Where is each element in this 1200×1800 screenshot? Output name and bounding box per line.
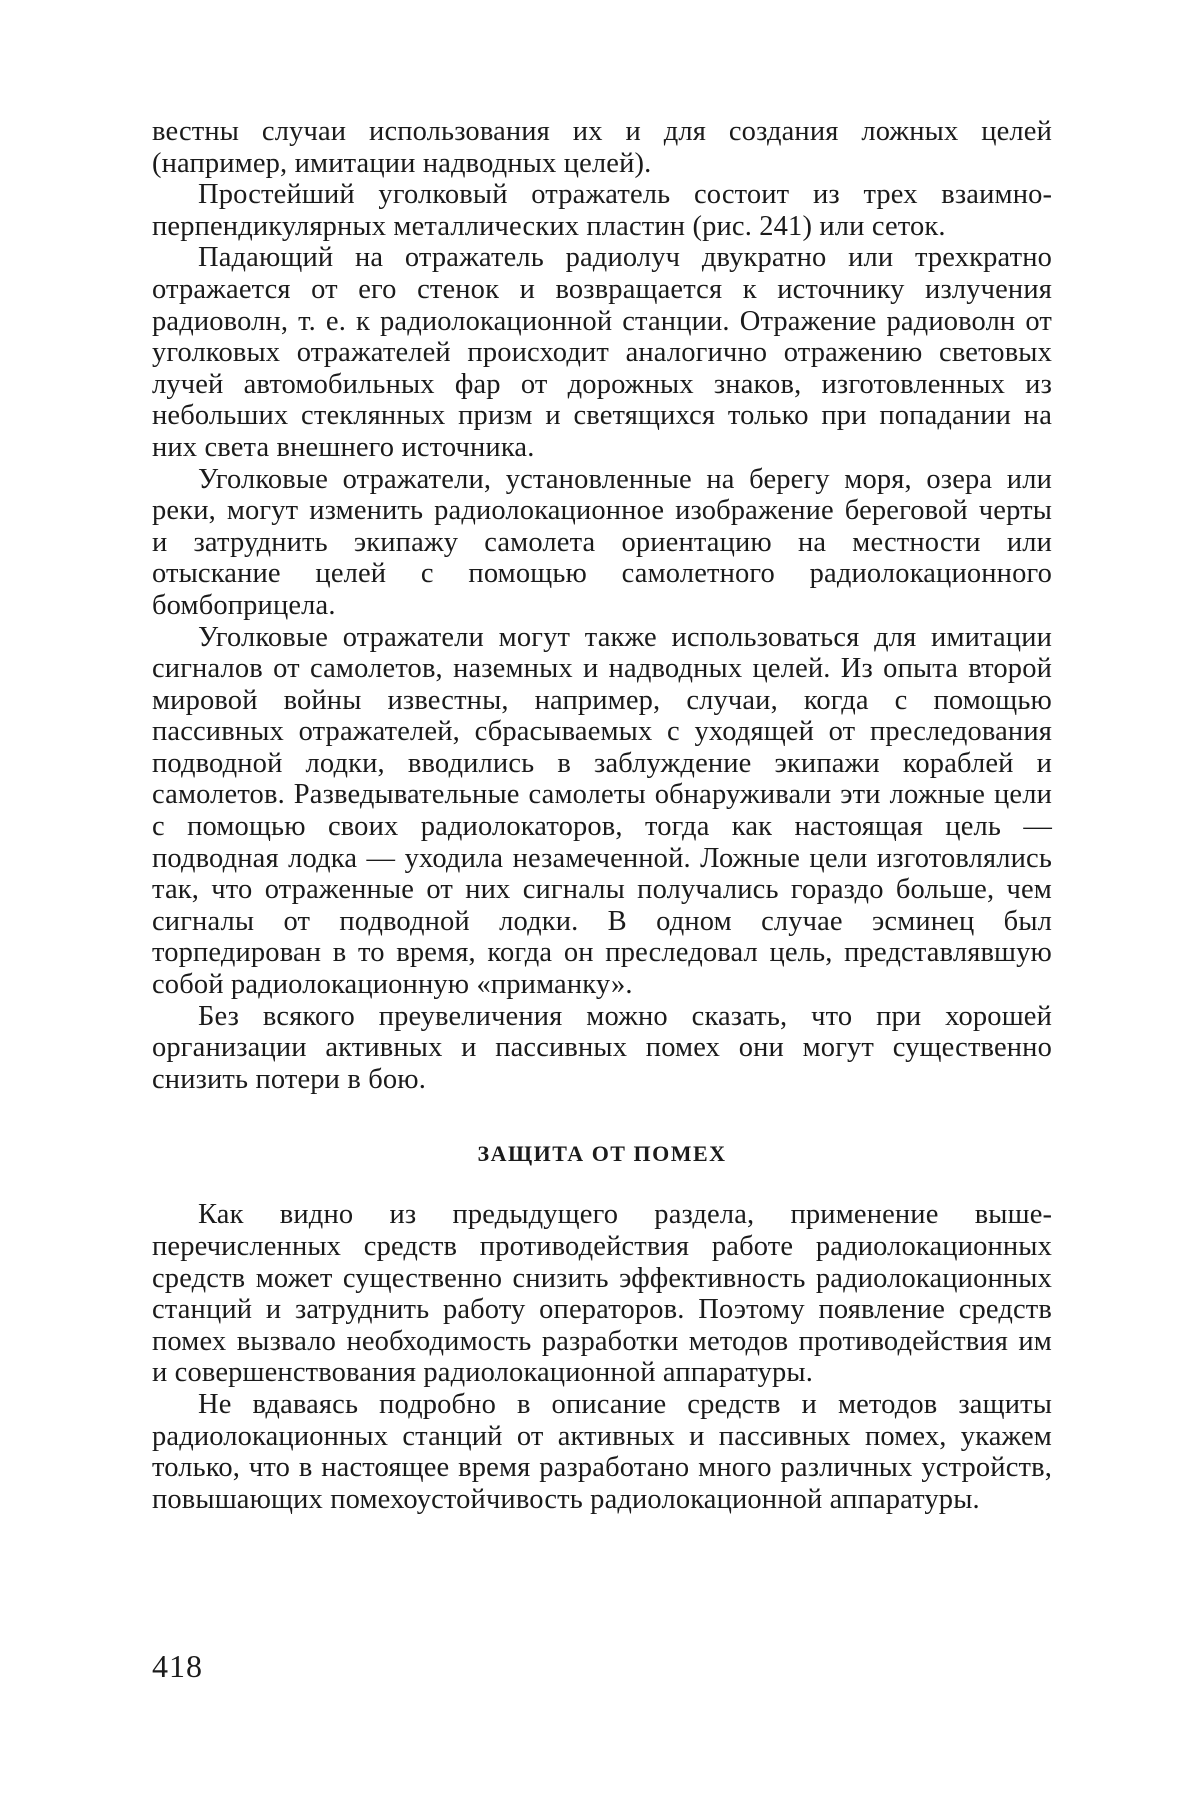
paragraph-continued: вестны случаи использования их и для создания ложных целей (например, имитации надводных целей). [152,116,1052,179]
paragraph-losses-reduction: Без всякого преувеличения можно сказать, что при хорошей организации активных и пассивных помех они могут существенно снизить потери в бою. [152,1000,1052,1095]
paragraph-corner-reflector-definition: Простейший уголковый отражатель состоит из трех взаимноперпендикулярных металлических пластин (рис. 241) или сеток. [152,179,1052,242]
paragraph-reflection-principle: Падающий на отражатель радиолуч двукратно или трехкратно отражается от его стенок и возвращается к источнику излучения радиоволн, т. е. к радиолокационной станции. Отражение радиоволн от уголковых отражателей происходит аналогично отражению световых лучей автомобильных фар от дорожных знаков, изготовленных из небольших стеклянных призм и светящихся только при попадании на них света внешнего источника. [152,242,1052,463]
paragraph-countermeasures-intro: Как видно из предыдущего раздела, применение вышеперечисленных средств противодействия работе радиолокационных средств может существенно снизить эффективность радиолокационных станций и затруднить работу операторов. Поэтому появление средств помех вызвало необходимость разработки методов противодействия им и совершенствования радиолокационной аппаратуры. [152,1199,1052,1389]
paragraph-coastline-reflectors: Уголковые отражатели, установленные на берегу моря, озера или реки, могут изменить радиолокационное изображение береговой черты и затруднить экипажу самолета ориентацию на местности или отыскание целей с помощью самолетного радиолокационного бомбоприцела. [152,463,1052,621]
page-number: 418 [152,1648,203,1684]
paragraph-imitation-targets: Уголковые отражатели могут также использоваться для имитации сигналов от самолетов, наземных и надводных целей. Из опыта второй мировой войны известны, например, случаи, когда с помощью пассивных отражателей, сбрасываемых с уходящей от преследования подводной лодки, вводились в заблуждение экипажи кораблей и самолетов. Разведывательные самолеты обнаруживали эти ложные цели с помощью своих радиолокаторов, тогда как настоящая цель — подводная лодка — уходила незамеченной. Ложные цели изготовлялись так, что отраженные от них сигналы получались гораздо больше, чем сигналы от подводной лодки. В одном случае эсминец был торпедирован в то время, когда он преследовал цель, представлявшую собой радиолокационную «приманку». [152,621,1052,1001]
paragraph-protection-devices: Не вдаваясь подробно в описание средств и методов защиты радиолокационных станций от активных и пассивных помех, укажем только, что в настоящее время разработано много различных устройств, повышающих помехоустойчивость радиолокационной аппаратуры. [152,1388,1052,1515]
section-title: ЗАЩИТА ОТ ПОМЕХ [477,1141,727,1167]
page-body [152,116,1052,1515]
